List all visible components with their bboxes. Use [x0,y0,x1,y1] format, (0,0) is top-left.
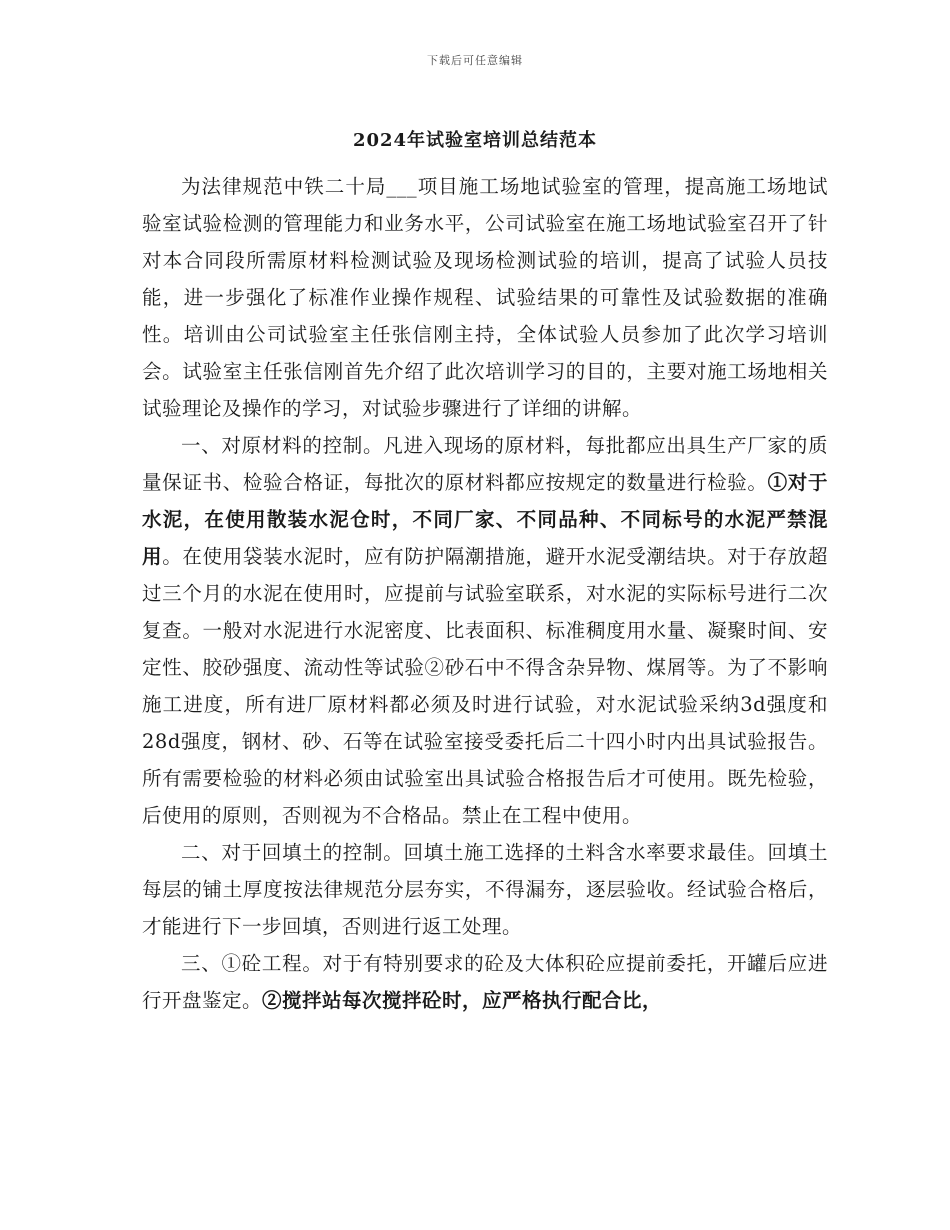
mixing-station-emphasis: ②搅拌站每次搅拌砼时，应严格执行配合比， [262,989,663,1012]
concrete-text-a: 三、①砼工程。对于有特别要求的砼及大体积砼应提前委托，开罐后应进行开盘鉴定。 [142,952,828,1012]
paragraph-intro: 为法律规范中铁二十局___项目施工场地试验室的管理，提高施工场地试验室试验检测的管理能力和业务水平，公司试验室在施工场地试验室召开了针对本合同段所需原材料检测试验及现场检测试验的培训，提高了试验人员技能，进一步强化了标准作业操作规程、试验结果的可靠性及试验数据的准确性。培训由公司试验室主任张信刚主持，全体试验人员参加了此次学习培训会。试验室主任张信刚首先介绍了此次培训学习的目的，主要对施工场地相关试验理论及操作的学习，对试验步骤进行了详细的讲解。 [142,175,828,420]
raw-materials-text-c: 。在使用袋装水泥时，应有防护隔潮措施，避开水泥受潮结块。对于存放超过三个月的水泥在使用时，应提前与试验室联系，对水泥的实际标号进行二次复查。一般对水泥进行水泥密度、比表面积、标准稠度用水量、凝聚时间、安定性、胶砂强度、流动性等试验②砂石中不得含杂异物、煤屑等。为了不影响施工进度，所有进厂原材料都必须及时进行试验，对水泥试验采纳3d强度和28d强度，钢材、砂、石等在试验室接受委托后二十四小时内出具试验报告。所有需要检验的材料必须由试验室出具试验合格报告后才可使用。既先检验，后使用的原则，否则视为不合格品。禁止在工程中使用。 [142,545,828,827]
paragraph-raw-materials [142,427,828,834]
page-header-note: 下载后可任意编辑 [427,54,523,67]
paragraph-backfill: 二、对于回填土的控制。回填土施工选择的土料含水率要求最佳。回填土每层的铺土厚度按法律规范分层夯实，不得漏夯，逐层验收。经试验合格后，才能进行下一步回填，否则进行返工处理。 [142,841,828,938]
document-body [142,168,828,1019]
paragraph-concrete [142,945,828,1019]
raw-materials-text-a: 一、对原材料的控制。凡进入现场的原材料，每批都应出具生产厂家的质量保证书、检验合格证，每批次的原材料都应按规定的数量进行检验。 [142,434,828,494]
document-title: 2024年试验室培训总结范本 [352,130,598,151]
cement-rule-emphasis: ①对于水泥，在使用散装水泥仓时，不同厂家、不同品种、不同标号的水泥严禁混用 [142,471,828,568]
